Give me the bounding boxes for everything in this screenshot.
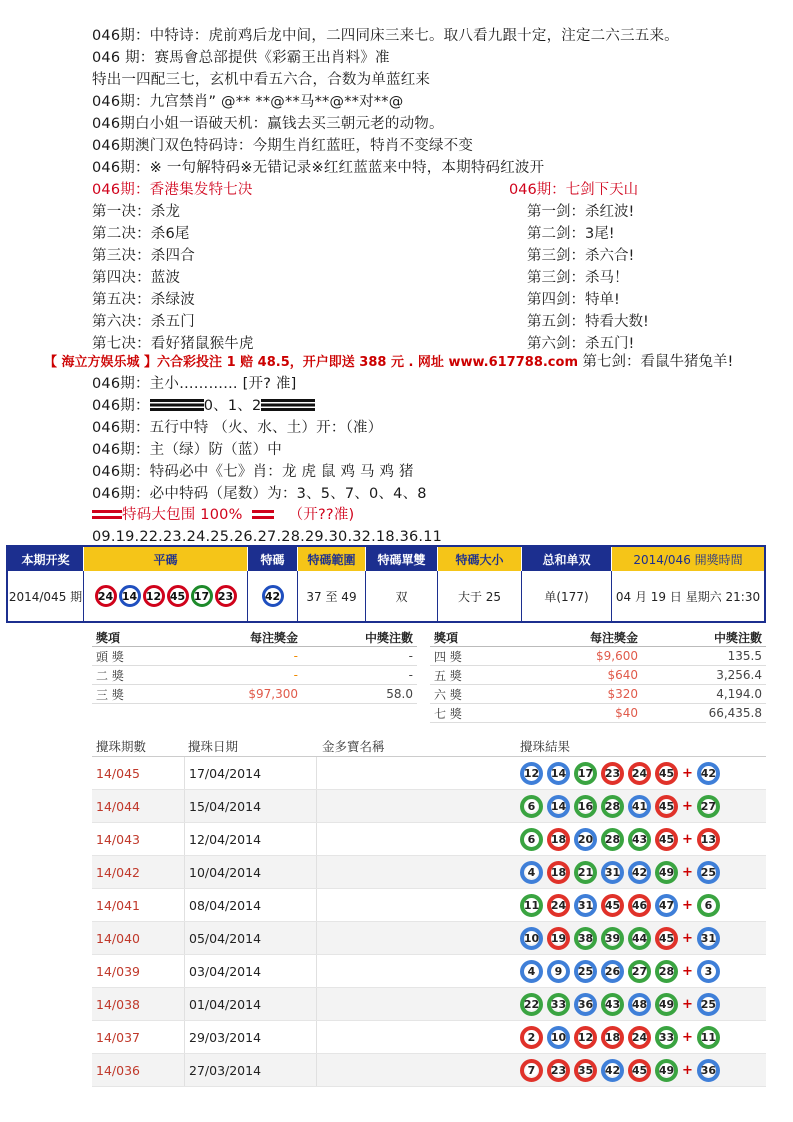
history-row xyxy=(92,856,766,889)
col-header: 獎項 xyxy=(434,630,459,645)
history-row xyxy=(92,922,766,955)
draw-result xyxy=(516,861,766,884)
result-table xyxy=(6,545,766,623)
lottery-ball: 6 xyxy=(520,795,543,818)
col-header: 中獎注數 xyxy=(713,630,762,645)
prize-cell: 七 獎 xyxy=(434,706,462,721)
col-header: 每注獎金 xyxy=(589,630,638,645)
draw-name xyxy=(316,889,516,921)
draw-name xyxy=(316,955,516,987)
lottery-ball: 2 xyxy=(520,1026,543,1049)
lottery-ball: 9 xyxy=(547,960,570,983)
draw-period: 14/036 xyxy=(96,1062,140,1078)
draw-period: 14/039 xyxy=(96,963,140,979)
red-bars-icon xyxy=(92,510,122,519)
draw-period: 14/041 xyxy=(96,897,140,913)
prize-row xyxy=(430,666,766,685)
lottery-ball: 49 xyxy=(655,993,678,1016)
range-cell: 37 至 49 xyxy=(298,571,366,621)
lottery-ball: 27 xyxy=(628,960,651,983)
lottery-ball: 18 xyxy=(547,861,570,884)
sum-cell: 单(177) xyxy=(522,571,612,621)
plus-icon: + xyxy=(682,864,693,880)
lottery-ball: 26 xyxy=(601,960,624,983)
draw-date: 05/04/2014 xyxy=(184,922,316,954)
prize-cell: 頭 獎 xyxy=(96,649,124,664)
lottery-ball: 46 xyxy=(628,894,651,917)
promo-rest: 第七剑：看鼠牛猪兔羊! xyxy=(582,354,734,370)
bars-icon xyxy=(150,399,204,411)
lottery-ball: 21 xyxy=(574,861,597,884)
special-ball: 42 xyxy=(262,585,284,607)
prize-table-right xyxy=(430,628,766,723)
lottery-ball: 14 xyxy=(119,585,141,607)
draw-name xyxy=(316,856,516,888)
text-line: 046期：特码必中《七》肖：龙 虎 鼠 鸡 马 鸡 猪 xyxy=(92,464,414,480)
normal-balls xyxy=(84,571,248,621)
draw-date: 03/04/2014 xyxy=(184,955,316,987)
text-line-red xyxy=(92,505,354,525)
jue-item: 第一决：杀龙 xyxy=(92,204,181,220)
number-list: 09.19.22.23.24.25.26.27.28.29.30.32.18.36.11 xyxy=(92,529,443,545)
draw-result xyxy=(516,795,766,818)
draw-name xyxy=(316,790,516,822)
prize-cell: $320 xyxy=(607,687,638,701)
lottery-ball: 45 xyxy=(655,828,678,851)
jian-item: 第四剑：特单! xyxy=(527,292,620,308)
red-bars-icon xyxy=(252,510,274,519)
prize-cell: 六 獎 xyxy=(434,687,462,702)
history-row xyxy=(92,988,766,1021)
plus-icon: + xyxy=(682,1029,693,1045)
history-row xyxy=(92,823,766,856)
jue-item: 第七决：看好猪鼠猴牛虎 xyxy=(92,336,254,352)
prize-cell: 66,435.8 xyxy=(708,706,762,720)
draw-name xyxy=(316,1021,516,1053)
prize-cell: $40 xyxy=(615,706,638,720)
special-ball: 27 xyxy=(697,795,720,818)
col-header: 特碼 xyxy=(248,547,298,571)
prize-cell: $97,300 xyxy=(248,687,298,701)
prize-row xyxy=(430,647,766,666)
result-row xyxy=(8,571,764,621)
draw-name xyxy=(316,757,516,789)
special-ball: 25 xyxy=(697,993,720,1016)
lottery-ball: 18 xyxy=(601,1026,624,1049)
draw-period: 14/037 xyxy=(96,1029,140,1045)
col-header: 特碼範圍 xyxy=(298,547,366,571)
draw-result xyxy=(516,927,766,950)
jian-item: 第三剑：杀六合! xyxy=(527,248,635,264)
lottery-ball: 24 xyxy=(628,762,651,785)
draw-date: 29/03/2014 xyxy=(184,1021,316,1053)
text-red: 特码大包围 100% xyxy=(122,507,243,523)
bigsmall-cell: 大于 25 xyxy=(438,571,522,621)
draw-result xyxy=(516,894,766,917)
col-header: 金多寶名稱 xyxy=(322,738,385,754)
draw-period: 14/040 xyxy=(96,930,140,946)
lottery-ball: 28 xyxy=(601,828,624,851)
col-header: 獎項 xyxy=(96,630,121,645)
draw-date: 15/04/2014 xyxy=(184,790,316,822)
text-line: 特出一四配三七，玄机中看五六合，合数为单蓝红来 xyxy=(92,72,431,88)
prize-cell: 三 獎 xyxy=(96,687,124,702)
draw-period: 14/042 xyxy=(96,864,140,880)
col-header: 总和单双 xyxy=(522,547,612,571)
draw-result xyxy=(516,1059,766,1082)
lottery-ball: 48 xyxy=(628,993,651,1016)
lottery-ball: 36 xyxy=(574,993,597,1016)
lottery-ball: 35 xyxy=(574,1059,597,1082)
draw-result xyxy=(516,960,766,983)
lottery-ball: 33 xyxy=(655,1026,678,1049)
lottery-ball: 12 xyxy=(520,762,543,785)
draw-name xyxy=(316,823,516,855)
draw-period: 14/043 xyxy=(96,831,140,847)
col-header: 平碼 xyxy=(84,547,248,571)
lottery-ball: 49 xyxy=(655,861,678,884)
prize-table-left xyxy=(92,628,417,704)
col-header: 2014/046 開獎時間 xyxy=(612,547,764,571)
history-row xyxy=(92,1054,766,1087)
text-line: 046期：五行中特 （火、水、土）开：（准） xyxy=(92,420,383,436)
jue-item: 第四决：蓝波 xyxy=(92,270,181,286)
lottery-ball: 24 xyxy=(628,1026,651,1049)
plus-icon: + xyxy=(682,831,693,847)
col-header: 本期开奖 xyxy=(8,547,84,571)
jue-item: 第五决：杀绿波 xyxy=(92,292,195,308)
lottery-ball: 17 xyxy=(191,585,213,607)
lottery-ball: 14 xyxy=(547,795,570,818)
draw-period: 14/038 xyxy=(96,996,140,1012)
lottery-ball: 47 xyxy=(655,894,678,917)
prize-header xyxy=(92,628,417,647)
lottery-ball: 25 xyxy=(574,960,597,983)
lottery-ball: 7 xyxy=(520,1059,543,1082)
text-line: 046 期：赛馬會总部提供《彩霸王出肖料》准 xyxy=(92,50,390,66)
lottery-ball: 24 xyxy=(95,585,117,607)
prize-cell: 3,256.4 xyxy=(716,668,762,682)
bars-icon xyxy=(261,399,315,411)
prize-row xyxy=(92,647,417,666)
history-table xyxy=(92,735,766,1087)
lottery-ball: 44 xyxy=(628,927,651,950)
draw-date: 27/03/2014 xyxy=(184,1054,316,1086)
lottery-ball: 28 xyxy=(601,795,624,818)
lottery-ball: 43 xyxy=(601,993,624,1016)
lottery-ball: 45 xyxy=(655,762,678,785)
special-ball: 11 xyxy=(697,1026,720,1049)
lottery-ball: 41 xyxy=(628,795,651,818)
draw-period: 14/045 xyxy=(96,765,140,781)
lottery-ball: 49 xyxy=(655,1059,678,1082)
prize-row xyxy=(430,704,766,723)
time-cell: 04 月 19 日 星期六 21:30 xyxy=(615,589,761,604)
col-header: 中獎注數 xyxy=(364,630,413,645)
col-header: 特碼大小 xyxy=(438,547,522,571)
jian-item: 第六剑：杀五门! xyxy=(527,336,635,352)
prize-row xyxy=(92,685,417,704)
special-ball: 3 xyxy=(697,960,720,983)
promo-banner[interactable] xyxy=(44,350,733,371)
lottery-ball: 4 xyxy=(520,960,543,983)
draw-name xyxy=(316,988,516,1020)
draw-name xyxy=(316,922,516,954)
lottery-ball: 45 xyxy=(655,927,678,950)
draw-date: 08/04/2014 xyxy=(184,889,316,921)
prize-header xyxy=(430,628,766,647)
special-ball: 42 xyxy=(697,762,720,785)
draw-result xyxy=(516,762,766,785)
plus-icon: + xyxy=(682,798,693,814)
jue-item: 第六决：杀五门 xyxy=(92,314,195,330)
prize-cell: - xyxy=(293,668,298,682)
text-line: 046期：中特诗：虎前鸡后龙中间，二四同床三来七。取八看九跟十定，注定二六三五来。 xyxy=(92,28,679,44)
prize-cell: 58.0 xyxy=(386,687,413,701)
jian-item: 第五剑：特看大数! xyxy=(527,314,649,330)
prize-cell: $640 xyxy=(607,668,638,682)
text-line: 046期：九宫禁肖” @** **@**马**@**对**@ xyxy=(92,94,404,110)
oddeven-cell: 双 xyxy=(366,571,438,621)
prize-cell: - xyxy=(408,668,413,682)
draw-result xyxy=(516,993,766,1016)
col-header: 每注獎金 xyxy=(249,630,298,645)
text-line: 046期白小姐一语破天机：赢钱去买三朝元老的动物。 xyxy=(92,116,444,132)
special-ball: 25 xyxy=(697,861,720,884)
lottery-ball: 6 xyxy=(520,828,543,851)
lottery-ball: 42 xyxy=(601,1059,624,1082)
prize-row xyxy=(92,666,417,685)
text-line: 046期：主小………… [开? 准] xyxy=(92,376,297,392)
lottery-ball: 12 xyxy=(143,585,165,607)
draw-name xyxy=(316,1054,516,1086)
jue-item: 第二决：杀6尾 xyxy=(92,226,190,242)
draw-result xyxy=(516,1026,766,1049)
prize-row xyxy=(430,685,766,704)
draw-date: 10/04/2014 xyxy=(184,856,316,888)
draw-result xyxy=(516,828,766,851)
col-header: 攪珠期數 xyxy=(96,738,147,754)
text-red-tail: （开??准) xyxy=(288,507,355,523)
col-header: 特碼單雙 xyxy=(366,547,438,571)
lottery-ball: 42 xyxy=(628,861,651,884)
lottery-ball: 38 xyxy=(574,927,597,950)
jian-item: 第二剑：3尾! xyxy=(527,226,615,242)
lottery-ball: 28 xyxy=(655,960,678,983)
col-header: 攪珠日期 xyxy=(188,738,239,754)
lottery-ball: 22 xyxy=(520,993,543,1016)
lottery-ball: 23 xyxy=(547,1059,570,1082)
jian-item: 第一剑：杀红波! xyxy=(527,204,635,220)
plus-icon: + xyxy=(682,930,693,946)
text-prefix: 046期： xyxy=(92,398,150,414)
special-ball: 36 xyxy=(697,1059,720,1082)
jian-item: 第三剑：杀马！ xyxy=(527,270,629,286)
lottery-ball: 14 xyxy=(547,762,570,785)
history-header xyxy=(92,735,766,757)
draw-date: 17/04/2014 xyxy=(184,757,316,789)
lottery-ball: 23 xyxy=(601,762,624,785)
lottery-ball: 43 xyxy=(628,828,651,851)
lottery-ball: 4 xyxy=(520,861,543,884)
lottery-ball: 45 xyxy=(167,585,189,607)
draw-date: 12/04/2014 xyxy=(184,823,316,855)
lottery-ball: 11 xyxy=(520,894,543,917)
lottery-ball: 18 xyxy=(547,828,570,851)
prize-cell: - xyxy=(408,649,413,663)
jue-item: 第三决：杀四合 xyxy=(92,248,195,264)
history-row xyxy=(92,790,766,823)
lottery-ball: 39 xyxy=(601,927,624,950)
text-line: 046期：必中特码（尾数）为：3、5、7、0、4、8 xyxy=(92,486,427,502)
plus-icon: + xyxy=(682,897,693,913)
lottery-ball: 19 xyxy=(547,927,570,950)
text-line: 046期：主（绿）防（蓝）中 xyxy=(92,442,282,458)
lottery-ball: 31 xyxy=(601,861,624,884)
special-ball: 6 xyxy=(697,894,720,917)
prize-cell: $9,600 xyxy=(596,649,638,663)
lottery-ball: 45 xyxy=(655,795,678,818)
prize-cell: 135.5 xyxy=(727,649,762,663)
text-mid: 0、1、2 xyxy=(203,398,262,414)
lottery-ball: 12 xyxy=(574,1026,597,1049)
prize-cell: - xyxy=(293,649,298,663)
promo-text[interactable]: 【 海立方娱乐城 】六合彩投注 1 赔 48.5，开户即送 388 元 . 网址 www.617788.com xyxy=(44,355,578,370)
jue-heading: 046期：香港集发特七决 xyxy=(92,182,253,198)
lottery-ball: 23 xyxy=(215,585,237,607)
special-ball: 13 xyxy=(697,828,720,851)
draw-period: 14/044 xyxy=(96,798,140,814)
special-ball: 31 xyxy=(697,927,720,950)
prize-cell: 4,194.0 xyxy=(716,687,762,701)
prize-cell: 二 獎 xyxy=(96,668,124,683)
lottery-ball: 33 xyxy=(547,993,570,1016)
history-row xyxy=(92,757,766,790)
lottery-ball: 45 xyxy=(628,1059,651,1082)
history-row xyxy=(92,1021,766,1054)
text-line: 046期澳门双色特码诗：今期生肖红蓝旺，特肖不变绿不变 xyxy=(92,138,474,154)
lottery-ball: 45 xyxy=(601,894,624,917)
draw-date: 01/04/2014 xyxy=(184,988,316,1020)
lottery-ball: 10 xyxy=(547,1026,570,1049)
lottery-ball: 16 xyxy=(574,795,597,818)
col-header: 攪珠結果 xyxy=(520,738,571,754)
period-cell: 2014/045 期 xyxy=(8,571,84,621)
lottery-ball: 31 xyxy=(574,894,597,917)
prize-cell: 四 獎 xyxy=(434,649,462,664)
history-row xyxy=(92,889,766,922)
lottery-ball: 24 xyxy=(547,894,570,917)
plus-icon: + xyxy=(682,765,693,781)
plus-icon: + xyxy=(682,996,693,1012)
prize-cell: 五 獎 xyxy=(434,668,462,683)
jian-heading: 046期：七剑下天山 xyxy=(509,182,639,198)
result-header xyxy=(8,547,764,571)
lottery-ball: 17 xyxy=(574,762,597,785)
history-row xyxy=(92,955,766,988)
text-line-bars xyxy=(92,396,315,416)
plus-icon: + xyxy=(682,1062,693,1078)
special-ball-cell xyxy=(248,571,298,621)
lottery-ball: 20 xyxy=(574,828,597,851)
text-line: 046期：※ 一句解特码※无错记录※红红蓝蓝来中特，本期特码红波开 xyxy=(92,160,545,176)
plus-icon: + xyxy=(682,963,693,979)
lottery-ball: 10 xyxy=(520,927,543,950)
